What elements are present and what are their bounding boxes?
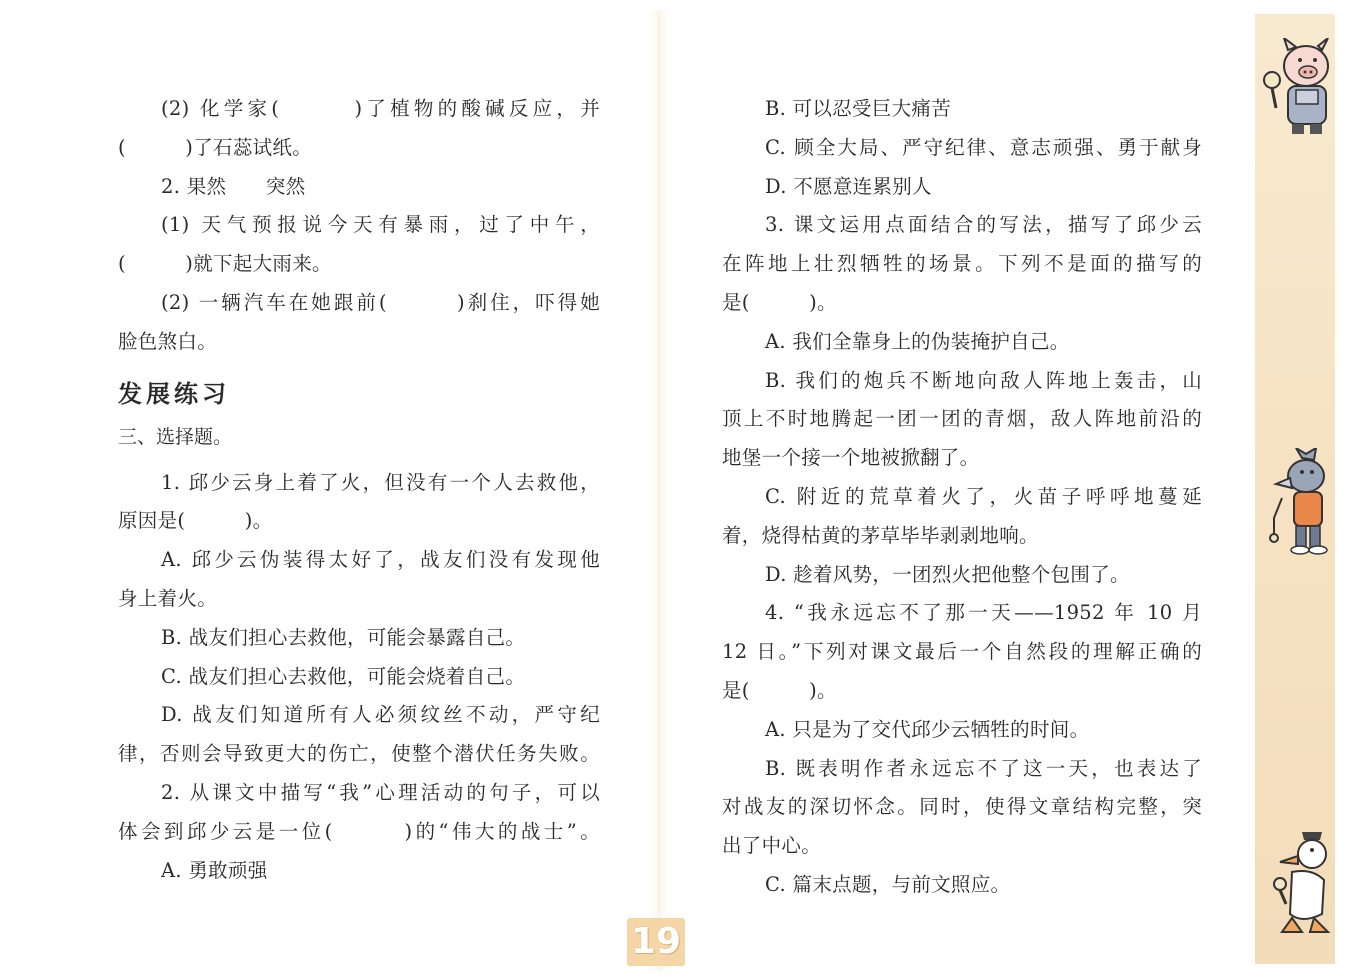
text-line: (2) 化学家( )了植物的酸碱反应，并	[161, 97, 600, 120]
text-line: ( )就下起大雨来。	[118, 252, 332, 276]
text-line: 身上着火。	[118, 586, 218, 610]
text-line: A. 只是为了交代邱少云牺牲的时间。	[765, 717, 1090, 741]
left-bottom-lines	[118, 464, 600, 891]
text-line: 出了中心。	[722, 834, 822, 858]
text-line: 原因是( )。	[118, 509, 273, 533]
text-line: 2. 从课文中描写“我”心理活动的句子，可以	[161, 780, 600, 804]
right-column	[722, 90, 1202, 905]
text-line: 体会到邱少云是一位( )的“伟大的战士”。	[118, 819, 600, 843]
text-line: D. 不愿意连累别人	[765, 174, 932, 198]
text-line: A. 我们全靠身上的伪装掩护自己。	[765, 329, 1070, 353]
text-line: 12 日。”下列对课文最后一个自然段的理解正确的	[722, 640, 1202, 664]
text-line: 律，否则会导致更大的伤亡，使整个潜伏任务失败。	[118, 742, 600, 766]
text-line: B. 既表明作者永远忘不了这一天，也表达了	[765, 756, 1202, 780]
text-line: 顶上不时地腾起一团一团的青烟，敌人阵地前沿的	[722, 407, 1202, 431]
text-line: (2) 一辆汽车在她跟前( )刹住，吓得她	[161, 290, 600, 314]
left-top-lines	[118, 90, 600, 362]
wolf-mascot-icon	[1262, 448, 1338, 558]
text-line: B. 我们的炮兵不断地向敌人阵地上轰击，山	[765, 368, 1202, 392]
text-line: 是( )。	[722, 678, 837, 702]
text-line: 4. “我永远忘不了那一天——1952 年 10 月	[765, 601, 1202, 625]
text-line: D. 趁着风势，一团烈火把他整个包围了。	[765, 562, 1130, 586]
text-line: D. 战友们知道所有人必须纹丝不动，严守纪	[161, 703, 600, 727]
text-line: (1) 天气预报说今天有暴雨，过了中午，	[161, 213, 600, 237]
text-line: A. 勇敢顽强	[161, 858, 268, 882]
text-line: C. 篇末点题，与前文照应。	[765, 872, 1011, 896]
text-line: 着，烧得枯黄的茅草毕毕剥剥地响。	[722, 523, 1039, 547]
sub-heading: 三、选择题。	[118, 425, 233, 448]
page-fold	[648, 10, 670, 970]
text-line: 地堡一个接一个地被掀翻了。	[722, 446, 980, 470]
text-line: 1. 邱少云身上着了火，但没有一个人去救他，	[161, 470, 600, 494]
duck-mascot-icon	[1262, 828, 1338, 940]
text-line: 对战友的深切怀念。同时，使得文章结构完整，突	[722, 795, 1202, 819]
left-column	[118, 90, 600, 890]
text-line: 脸色煞白。	[118, 329, 218, 353]
right-lines	[722, 90, 1202, 905]
pig-mascot-icon	[1258, 38, 1338, 138]
text-line: 在阵地上壮烈牺牲的场景。下列不是面的描写的	[722, 252, 1202, 276]
text-line: 3. 课文运用点面结合的写法，描写了邱少云	[765, 213, 1202, 237]
page-number: 19	[627, 918, 685, 966]
text-line: ( )了石蕊试纸。	[118, 135, 313, 159]
text-line: B. 可以忍受巨大痛苦	[765, 97, 952, 120]
text-line: A. 邱少云伪装得太好了，战友们没有发现他	[161, 548, 600, 572]
text-line: 是( )。	[722, 290, 837, 314]
text-line: C. 附近的荒草着火了，火苗子呼呼地蔓延	[765, 484, 1202, 508]
section-heading: 发展练习	[118, 379, 230, 408]
text-line: C. 战友们担心去救他，可能会烧着自己。	[161, 664, 526, 688]
text-line: C. 顾全大局、严守纪律、意志顽强、勇于献身	[765, 135, 1202, 159]
text-line: 2. 果然 突然	[161, 174, 306, 198]
text-line: B. 战友们担心去救他，可能会暴露自己。	[161, 625, 526, 649]
